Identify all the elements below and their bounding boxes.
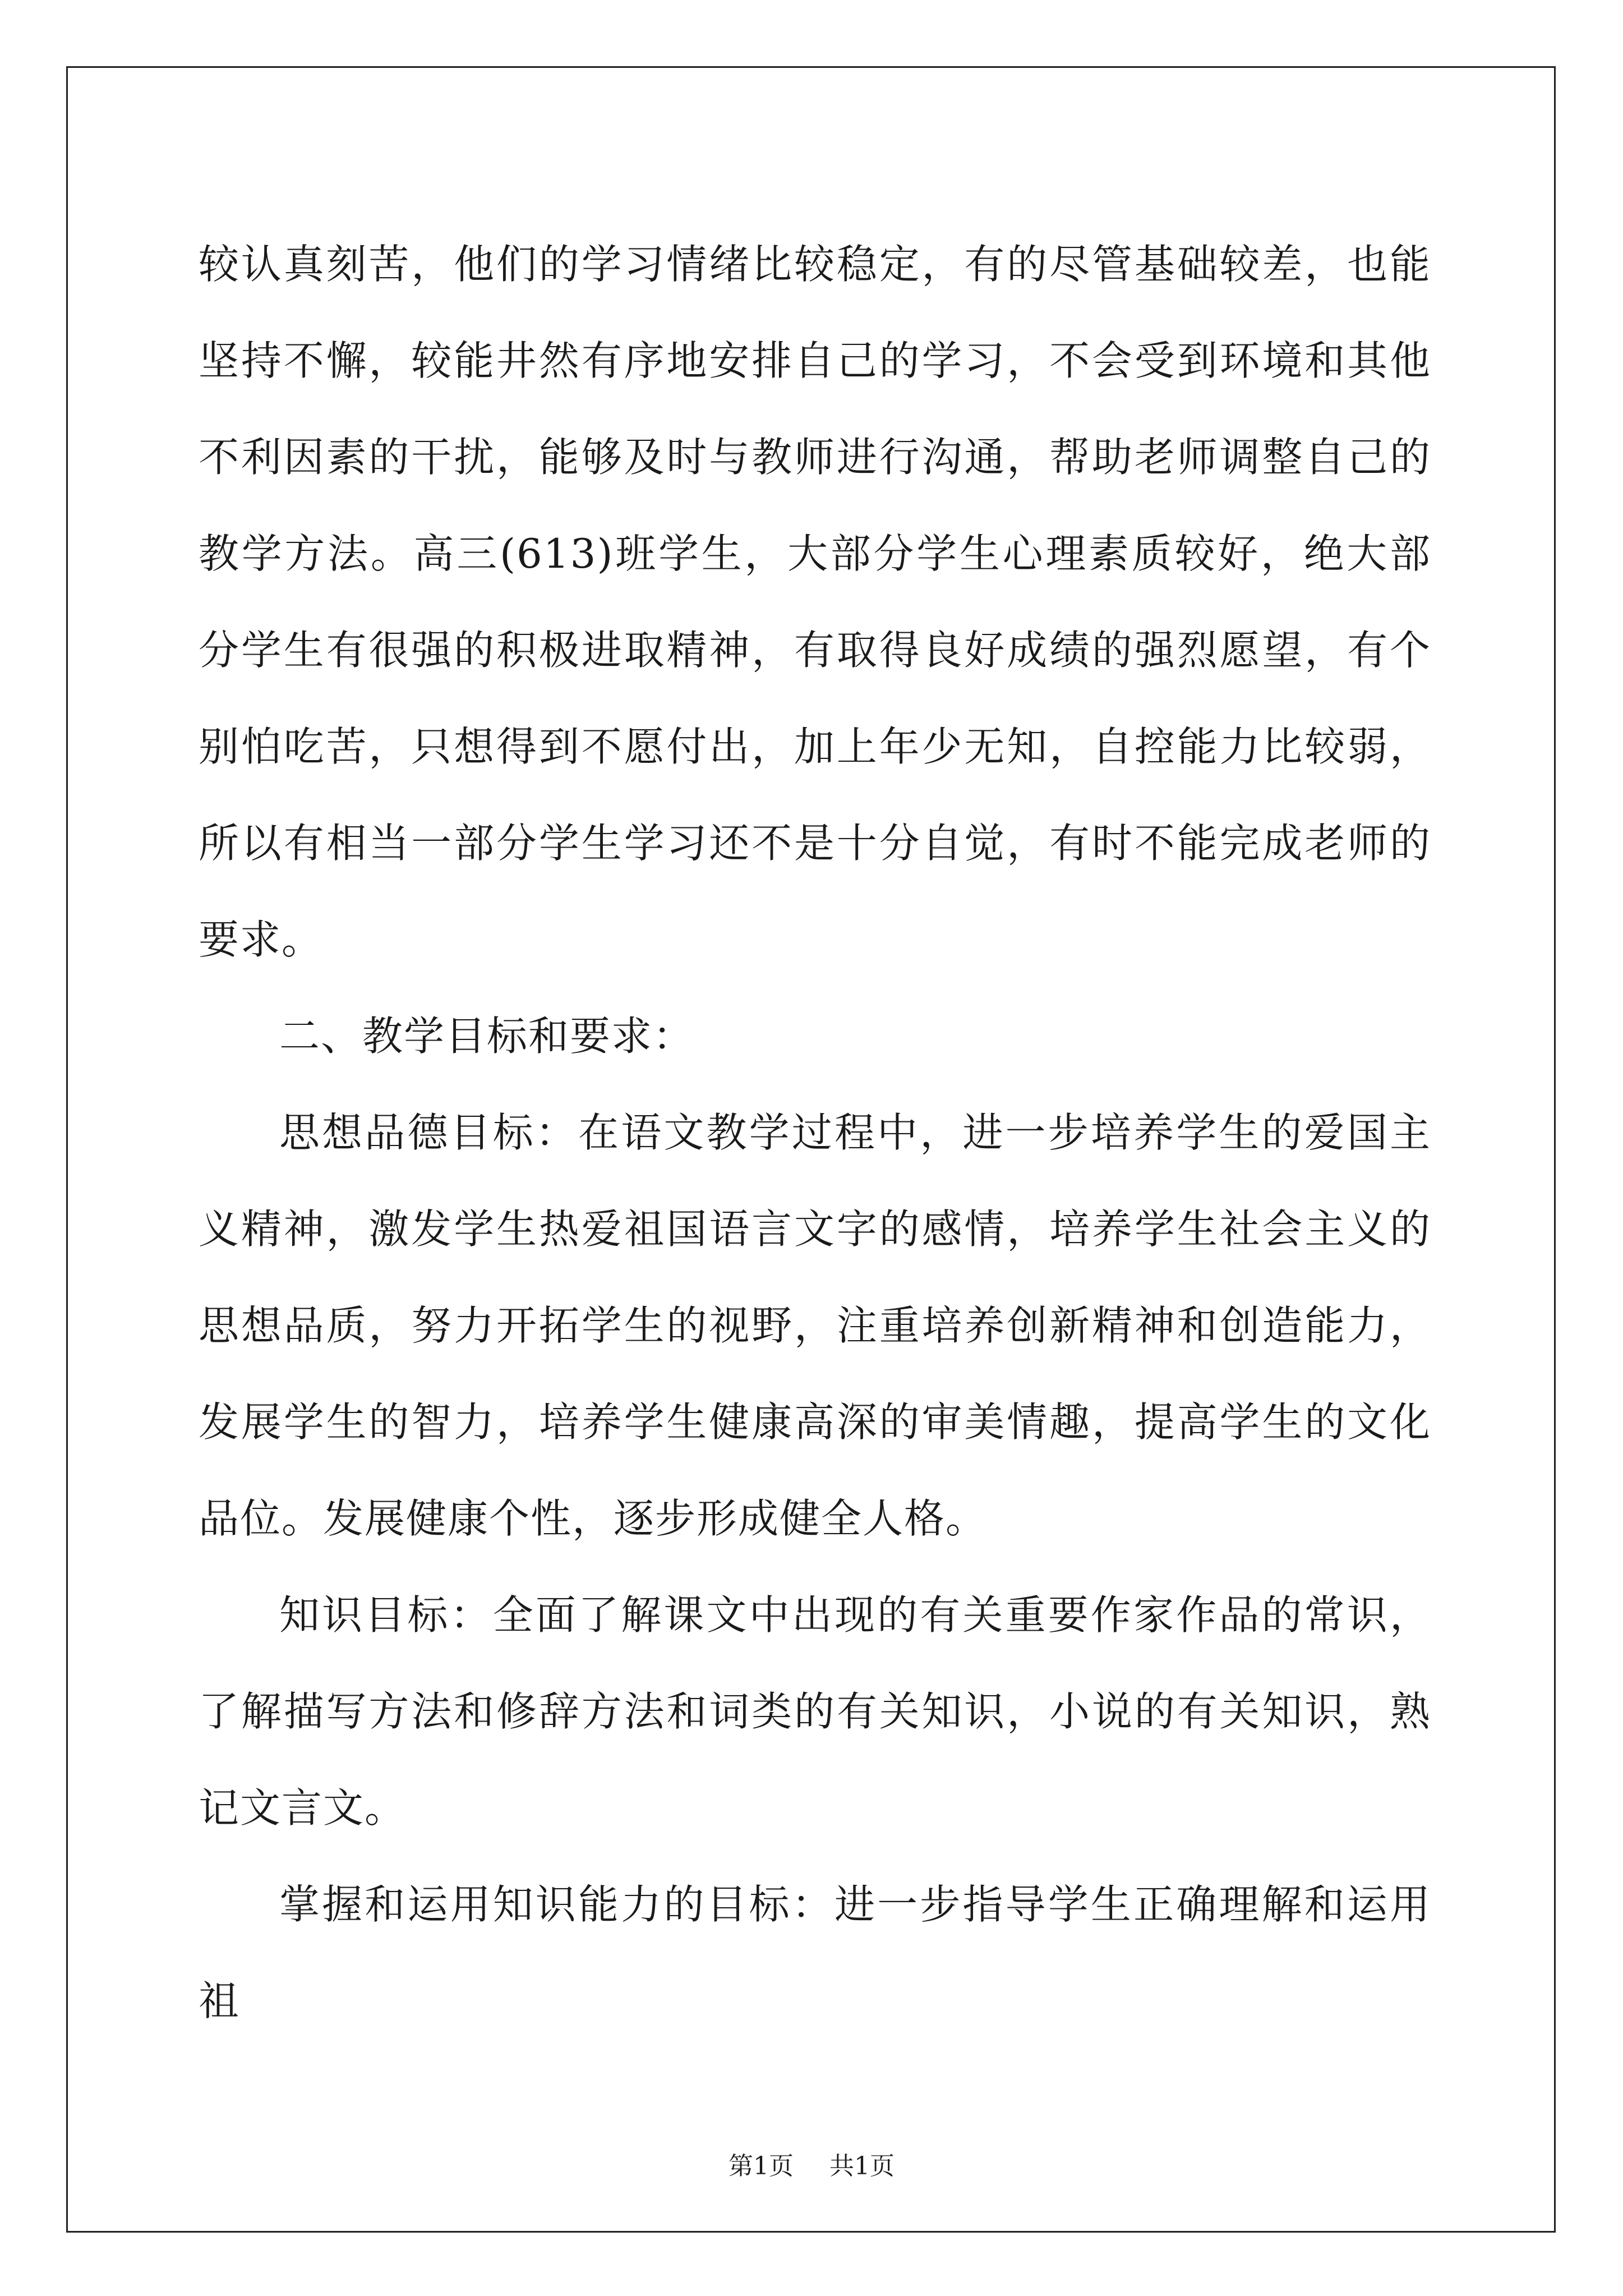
section-heading: 二、教学目标和要求： bbox=[279, 1013, 695, 1060]
paragraph-1: 较认真刻苦，他们的学习情绪比较稳定，有的尽管基础较差，也能坚持不懈，较能井然有序地安排自己的学习，不会受到环境和其他不利因素的干扰，能够及时与教师进行沟通，帮助老师调整自己的教学方法。高三(613)班学生，大部分学生心理素质较好，绝大部分学生有很强的积极进取精神，有取得良好成绩的强烈愿望，有个别怕吃苦，只想得到不愿付出，加上年少无知，自控能力比较弱，所以有相当一部分学生学习还不是十分自觉，有时不能完成老师的要求。 bbox=[199, 241, 1431, 963]
page-footer bbox=[0, 2150, 1623, 2183]
paragraph-knowledge-goals: 知识目标：全面了解课文中出现的有关重要作家作品的常识，了解描写方法和修辞方法和词类的有关知识，小说的有关知识，熟记文言文。 bbox=[199, 1591, 1431, 1832]
paragraph-ability-goals: 掌握和运用知识能力的目标：进一步指导学生正确理解和运用祖 bbox=[199, 1881, 1431, 2024]
document-body bbox=[199, 216, 1431, 2049]
page-total: 共1页 bbox=[829, 2152, 895, 2180]
paragraph-moral-goals: 思想品德目标：在语文教学过程中，进一步培养学生的爱国主义精神，激发学生热爱祖国语言文字的感情，培养学生社会主义的思想品质，努力开拓学生的视野，注重培养创新精神和创造能力，发展学生的智力，培养学生健康高深的审美情趣，提高学生的文化品位。发展健康个性，逐步形成健全人格。 bbox=[199, 1109, 1431, 1542]
page-number: 第1页 bbox=[728, 2152, 794, 2180]
